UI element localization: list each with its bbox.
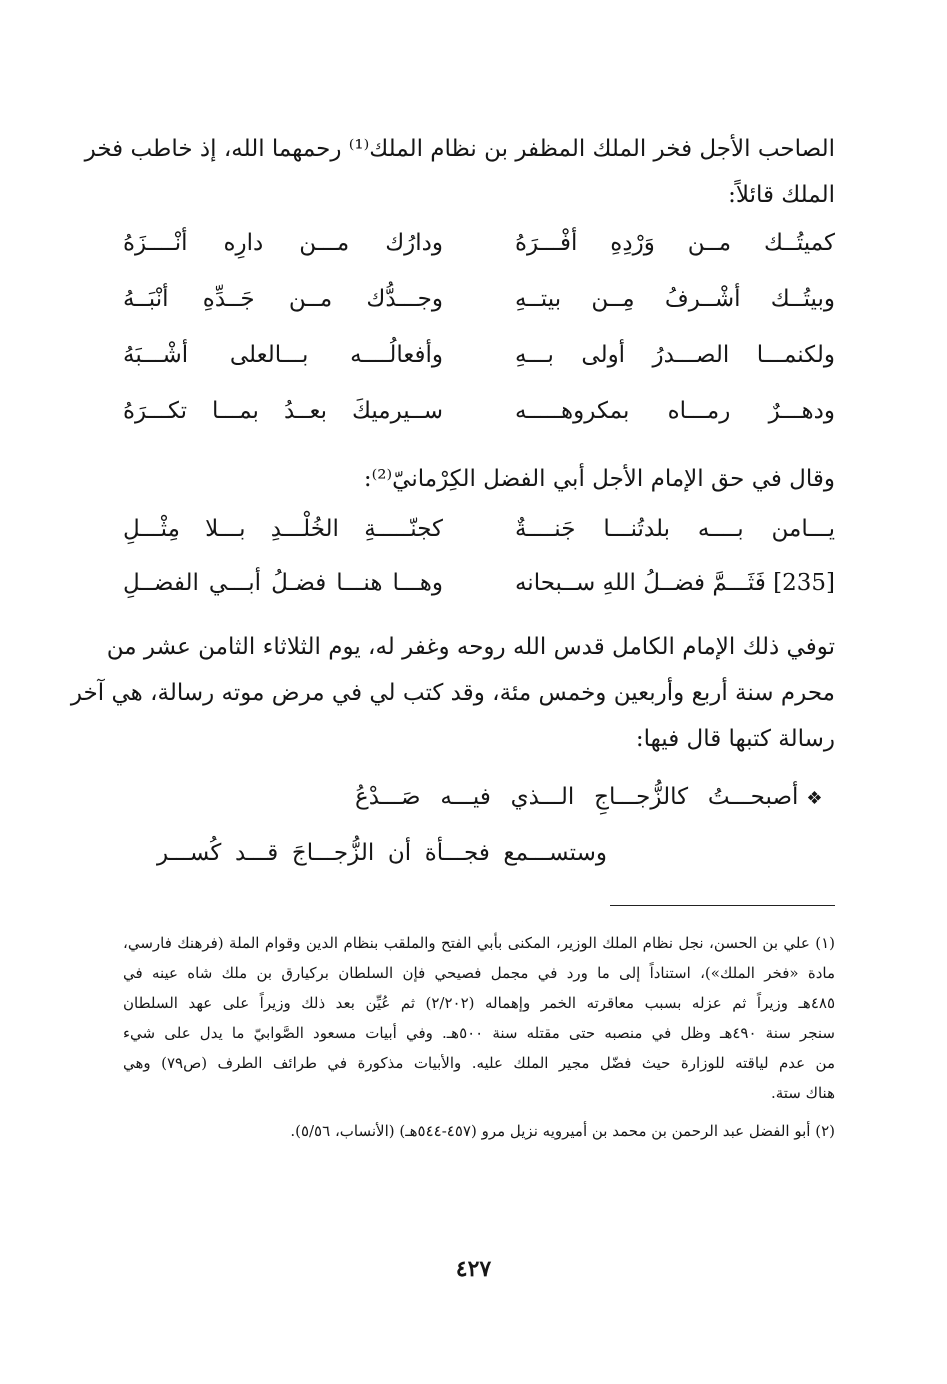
footnote-line: ٤٨٥هـ وزيراً ثم عزله بسبب معاقرته الخمر وإهماله (٢/٢٠٢) ثم عُيِّن بعد ذلك وزيراً على عهد السلطان [123, 994, 835, 1012]
verse-row [123, 502, 835, 556]
page-number: ٤٢٧ [455, 1256, 492, 1282]
opening-paragraph [84, 126, 835, 218]
verse-hemistich-second: كجنّـــــةِ الخُلْـــدِ بـــلا مِثْـــلِ [123, 516, 443, 542]
footnote-separator [610, 905, 835, 906]
footnote-line: سنجر سنة ٤٩٠هـ وظل في منصبه حتى مقتله سنة ٥٠٠هـ. وفي أبيات مسعود الصَّوابيّ ما يدل على شيء [123, 1024, 835, 1042]
footnote-line: هناك ستة. [770, 1084, 835, 1102]
verse-hemistich-second: وجـــدُّك مــن جَــدِّهِ أنْبَــهُ [123, 286, 443, 312]
footnote-line: مادة «فخر الملك»)، استناداً إلى ما ورد في مجمل فصيحي فإن السلطان بركيارق بن ملك شاه عينه في [123, 964, 835, 982]
final-verse-line-1 [355, 774, 835, 822]
verse-hemistich-first: يـــامن بــــه بلدتُنـــا جَنــــةٌ [515, 516, 835, 542]
final-verse-line-2: وستســـمع فجـــأة أن الزُّجـــاجَ قـــد كُســـر [157, 840, 607, 866]
verse-hemistich-second: ســيرميكَ بعــدُ بمـــا تكـــرَهُ [123, 398, 443, 424]
text-line: محرم سنة أربع وأربعين وخمس مئة، وقد كتب لي في مرض موته رسالة، هي آخر [70, 680, 835, 706]
death-paragraph [70, 624, 835, 762]
verse-hemistich-first: وبيتُــك أشْــرفُ مِــن بيتــهِ [515, 286, 835, 312]
footnote-line: (١) علي بن الحسن، نجل نظام الملك الوزير، المكنى بأبي الفتح والملقب بنظام الدين وقوام الملة (فرهنك فارسي، [123, 934, 835, 952]
verse-hemistich-first: [235] فَثَـــمَّ فضــلُ اللهِ ســبحانه [515, 570, 835, 596]
verse-hemistich-second: وهـــا هنـــا فضـلُ أبـــي الفضــلِ [123, 570, 443, 596]
footnotes [123, 928, 835, 1146]
second-intro: وقال في حق الإمام الأجل أبي الفضل الكِرْمانيّ⁽²⁾: [363, 466, 835, 492]
text-line: الملك قائلاً: [728, 182, 835, 208]
verse-row [123, 556, 835, 610]
verse-hemistich-first: ودهـــرٌ رمـــاه بمكروهـــــه [515, 398, 835, 424]
final-verse-text-1: أصبحـــتُ كالزُّجـــاجِ الـــذي فيـــه صَـــدْعُ [355, 784, 799, 810]
footnote-2 [123, 1116, 835, 1146]
verse-hemistich-first: كميتُــك مــن وَرْدِهِ أفْـــرَهُ [515, 230, 835, 256]
verse-row [123, 216, 835, 270]
verse-row [123, 328, 835, 382]
verse-row [123, 384, 835, 438]
verse-row [123, 272, 835, 326]
text-line: توفي ذلك الإمام الكامل قدس الله روحه وغفر له، يوم الثلاثاء الثامن عشر من [106, 634, 835, 660]
verse-hemistich-second: ودارُك مـــن دارِه أنْــــزَهُ [123, 230, 443, 256]
verse-hemistich-first: ولكنمـــا الصـــدرُ أولى بـــهِ [515, 342, 835, 368]
footnote-1 [123, 928, 835, 1108]
verse-hemistich-second: وأفعالُــــه بـــالعلى أشْـــبَهُ [123, 342, 443, 368]
diamond-bullet-icon: ❖ [806, 788, 836, 809]
footnote-line: (٢) أبو الفضل عبد الرحمن بن محمد بن أميرويه نزيل مرو (٤٥٧-٥٤٤هـ) (الأنساب، ٥/٥٦). [290, 1122, 835, 1140]
text-line: رسالة كتبها قال فيها: [635, 726, 835, 752]
footnote-line: من عدم لياقته للوزارة حيث فضّل مجير الملك عليه. والأبيات مذكورة في طرائف الطرف (ص٧٩) وهي [123, 1054, 835, 1072]
text-line: الصاحب الأجل فخر الملك المظفر بن نظام الملك⁽¹⁾ رحمهما الله، إذ خاطب فخر [84, 136, 835, 162]
